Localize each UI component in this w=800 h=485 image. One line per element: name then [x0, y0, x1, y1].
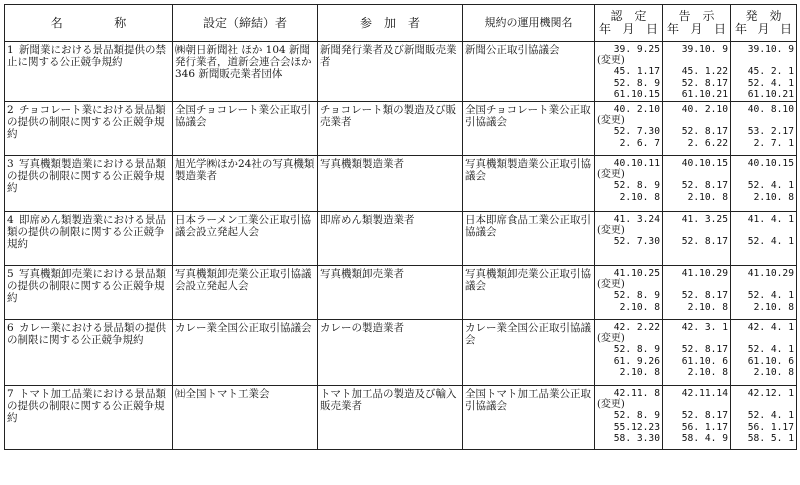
- notice-date: 52. 8.17: [681, 410, 728, 422]
- approval-date: (変更): [597, 55, 625, 67]
- org-cell: 全国チョコレート業公正取引協議会: [463, 101, 595, 155]
- notice-date-cell: [663, 101, 731, 155]
- rule-name-cell: [5, 265, 173, 319]
- notice-date: [665, 55, 728, 66]
- effective-date: 56. 1.17: [747, 421, 794, 433]
- notice-date-cell: [663, 385, 731, 449]
- org-cell: カレー業全国公正取引協議会: [463, 319, 595, 385]
- regulation-table: [4, 4, 797, 450]
- effective-date: 61.10.21: [747, 88, 794, 100]
- notice-date-cell: [663, 42, 731, 102]
- participant-cell: 写真機類製造業者: [318, 155, 463, 211]
- approval-date: 45. 1.17: [613, 66, 660, 78]
- notice-date: 2.10. 8: [687, 366, 728, 378]
- effective-date: 40. 8.10: [747, 103, 794, 115]
- approval-date-cell: [595, 385, 663, 449]
- effective-date-cell: [731, 211, 797, 265]
- rule-name: チョコレート業における景品類の提供の制限に関する公正競争規約: [7, 103, 166, 140]
- notice-date: 40. 2.10: [681, 103, 728, 115]
- approval-date: 52. 8. 9: [613, 180, 660, 192]
- notice-date: [665, 399, 728, 410]
- effective-date-cell: [731, 42, 797, 102]
- notice-date: 42. 3. 1: [681, 321, 728, 333]
- approval-date: (変更): [597, 279, 625, 291]
- notice-date: [665, 279, 728, 290]
- notice-date: 52. 8.17: [681, 290, 728, 302]
- notice-date: 52. 8.17: [681, 344, 728, 356]
- approval-date: 2.10. 8: [619, 301, 660, 313]
- approval-date: 41.10.25: [613, 267, 660, 279]
- approval-date: 52. 8. 9: [613, 290, 660, 302]
- approval-date-cell: [595, 265, 663, 319]
- table-row: [5, 265, 797, 319]
- table-row: [5, 42, 797, 102]
- org-cell: 日本即席食品工業公正取引協議会: [463, 211, 595, 265]
- rule-name: カレー業における景品類の提供の制限に関する公正競争規約: [7, 321, 166, 346]
- approval-date: 40.10.11: [613, 157, 660, 169]
- effective-date: 52. 4. 1: [747, 290, 794, 302]
- approval-date: 52. 8. 9: [613, 344, 660, 356]
- setter-cell: 全国チョコレート業公正取引協議会: [173, 101, 318, 155]
- participant-cell: トマト加工品の製造及び輸入販売業者: [318, 385, 463, 449]
- effective-date: 2.10. 8: [753, 191, 794, 203]
- effective-date: 52. 4. 1: [747, 77, 794, 89]
- rule-name: 新聞業における景品類提供の禁止に関する公正競争規約: [7, 44, 166, 68]
- approval-date: 61.10.15: [613, 88, 660, 100]
- approval-date: (変更): [597, 333, 625, 345]
- notice-date: 61.10.21: [681, 88, 728, 100]
- notice-date: 61.10. 6: [681, 355, 728, 367]
- table-row: [5, 319, 797, 385]
- approval-date: 2. 6. 7: [619, 137, 660, 149]
- effective-date-cell: [731, 101, 797, 155]
- approval-date: 52. 8. 9: [613, 410, 660, 422]
- effective-date: [733, 115, 794, 126]
- notice-date-cell: [663, 155, 731, 211]
- notice-date-cell: [663, 211, 731, 265]
- effective-date: [733, 55, 794, 66]
- effective-date: 41. 4. 1: [747, 213, 794, 225]
- header-org: 規約の運用機関名: [463, 5, 595, 42]
- notice-date: [665, 115, 728, 126]
- rule-name: 即席めん類製造業における景品類の提供の制限に関する公正競争規約: [7, 213, 166, 250]
- approval-date: (変更): [597, 225, 625, 237]
- approval-date-cell: [595, 211, 663, 265]
- table-row: [5, 385, 797, 449]
- notice-date-cell: [663, 319, 731, 385]
- setter-cell: 旭光学㈱ほか24社の写真機類製造業者: [173, 155, 318, 211]
- row-number: 2: [7, 103, 14, 116]
- effective-date: [733, 225, 794, 236]
- notice-date: 2. 6.22: [687, 137, 728, 149]
- approval-date: 52. 7.30: [613, 236, 660, 248]
- org-cell: 写真機類卸売業公正取引協議会: [463, 265, 595, 319]
- row-number: 7: [7, 387, 14, 400]
- effective-date: 61.10. 6: [747, 355, 794, 367]
- org-cell: 写真機類製造業公正取引協議会: [463, 155, 595, 211]
- header-effective: 発 効 年 月 日: [731, 5, 797, 42]
- effective-date: 2.10. 8: [753, 366, 794, 378]
- effective-date: 52. 4. 1: [747, 236, 794, 248]
- approval-date-cell: [595, 101, 663, 155]
- notice-date: 40.10.15: [681, 157, 728, 169]
- approval-date: 52. 7.30: [613, 126, 660, 138]
- effective-date-cell: [731, 265, 797, 319]
- effective-date: 45. 2. 1: [747, 66, 794, 78]
- table-row: [5, 211, 797, 265]
- approval-date: 41. 3.24: [613, 213, 660, 225]
- effective-date: 58. 5. 1: [747, 432, 794, 444]
- approval-date: 39. 9.25: [613, 44, 660, 55]
- participant-cell: チョコレート類の製造及び販売業者: [318, 101, 463, 155]
- notice-date: 39.10. 9: [681, 44, 728, 55]
- effective-date: 42.12. 1: [747, 387, 794, 399]
- rule-name: 写真機類製造業における景品類の提供の制限に関する公正競争規約: [7, 157, 166, 194]
- approval-date-cell: [595, 319, 663, 385]
- table-row: [5, 155, 797, 211]
- header-participant: 参 加 者: [318, 5, 463, 42]
- effective-date: 53. 2.17: [747, 126, 794, 138]
- participant-cell: 新聞発行業者及び新聞販売業者: [318, 42, 463, 102]
- org-cell: 全国トマト加工品業公正取引協議会: [463, 385, 595, 449]
- notice-date: 58. 4. 9: [681, 432, 728, 444]
- approval-date: (変更): [597, 169, 625, 181]
- effective-date: 39.10. 9: [747, 44, 794, 55]
- notice-date-cell: [663, 265, 731, 319]
- setter-cell: ㈱朝日新聞社 ほか 104 新聞発行業者，道新会連合会ほか 346 新聞販売業者団体: [173, 42, 318, 102]
- setter-cell: 日本ラーメン工業公正取引協議会設立発起人会: [173, 211, 318, 265]
- approval-date-cell: [595, 155, 663, 211]
- effective-date: 52. 4. 1: [747, 344, 794, 356]
- effective-date: 2.10. 8: [753, 301, 794, 313]
- rule-name-cell: [5, 155, 173, 211]
- approval-date: 40. 2.10: [613, 103, 660, 115]
- rule-name-cell: [5, 42, 173, 102]
- effective-date-cell: [731, 319, 797, 385]
- notice-date: [665, 169, 728, 180]
- notice-date: 52. 8.17: [681, 77, 728, 89]
- approval-date-cell: [595, 42, 663, 102]
- table-row: [5, 101, 797, 155]
- row-number: 4: [7, 213, 14, 226]
- effective-date: 2. 7. 1: [753, 137, 794, 149]
- approval-date: 42. 2.22: [613, 321, 660, 333]
- approval-date: 2.10. 8: [619, 366, 660, 378]
- header-setter: 設定（締結）者: [173, 5, 318, 42]
- row-number: 1: [7, 44, 14, 56]
- approval-date: 42.11. 8: [613, 387, 660, 399]
- effective-date: [733, 279, 794, 290]
- notice-date: 52. 8.17: [681, 180, 728, 192]
- rule-name-cell: [5, 211, 173, 265]
- approval-date: 55.12.23: [613, 421, 660, 433]
- approval-date: (変更): [597, 115, 625, 127]
- header-notice: 告 示 年 月 日: [663, 5, 731, 42]
- setter-cell: 写真機類卸売業公正取引協議会設立発起人会: [173, 265, 318, 319]
- effective-date-cell: [731, 385, 797, 449]
- participant-cell: 即席めん類製造業者: [318, 211, 463, 265]
- rule-name-cell: [5, 319, 173, 385]
- org-cell: 新聞公正取引協議会: [463, 42, 595, 102]
- effective-date: 40.10.15: [747, 157, 794, 169]
- notice-date: [665, 225, 728, 236]
- approval-date: 2.10. 8: [619, 191, 660, 203]
- rule-name-cell: [5, 101, 173, 155]
- notice-date: 52. 8.17: [681, 126, 728, 138]
- rule-name: 写真機類卸売業における景品類の提供の制限に関する公正競争規約: [7, 267, 166, 304]
- notice-date: 45. 1.22: [681, 66, 728, 78]
- rule-name-cell: [5, 385, 173, 449]
- effective-date: [733, 399, 794, 410]
- header-name: 名 称: [5, 5, 173, 42]
- effective-date: [733, 169, 794, 180]
- effective-date: 52. 4. 1: [747, 180, 794, 192]
- effective-date-cell: [731, 155, 797, 211]
- row-number: 6: [7, 321, 14, 334]
- notice-date: 41.10.29: [681, 267, 728, 279]
- notice-date: 42.11.14: [681, 387, 728, 399]
- rule-name: トマト加工品業における景品類の提供の制限に関する公正競争規約: [7, 387, 166, 424]
- participant-cell: 写真機類卸売業者: [318, 265, 463, 319]
- setter-cell: ㈳全国トマト工業会: [173, 385, 318, 449]
- notice-date: 2.10. 8: [687, 191, 728, 203]
- row-number: 5: [7, 267, 14, 280]
- notice-date: 2.10. 8: [687, 301, 728, 313]
- participant-cell: カレーの製造業者: [318, 319, 463, 385]
- effective-date: 52. 4. 1: [747, 410, 794, 422]
- effective-date: [733, 333, 794, 344]
- header-approval: 認 定 年 月 日: [595, 5, 663, 42]
- approval-date: 52. 8. 9: [613, 77, 660, 89]
- approval-date: 61. 9.26: [613, 355, 660, 367]
- notice-date: [665, 333, 728, 344]
- notice-date: 41. 3.25: [681, 213, 728, 225]
- effective-date: 42. 4. 1: [747, 321, 794, 333]
- effective-date: 41.10.29: [747, 267, 794, 279]
- approval-date: (変更): [597, 399, 625, 411]
- row-number: 3: [7, 157, 14, 170]
- approval-date: 58. 3.30: [613, 432, 660, 444]
- notice-date: 52. 8.17: [681, 236, 728, 248]
- header-row: [5, 5, 797, 42]
- setter-cell: カレー業全国公正取引協議会: [173, 319, 318, 385]
- notice-date: 56. 1.17: [681, 421, 728, 433]
